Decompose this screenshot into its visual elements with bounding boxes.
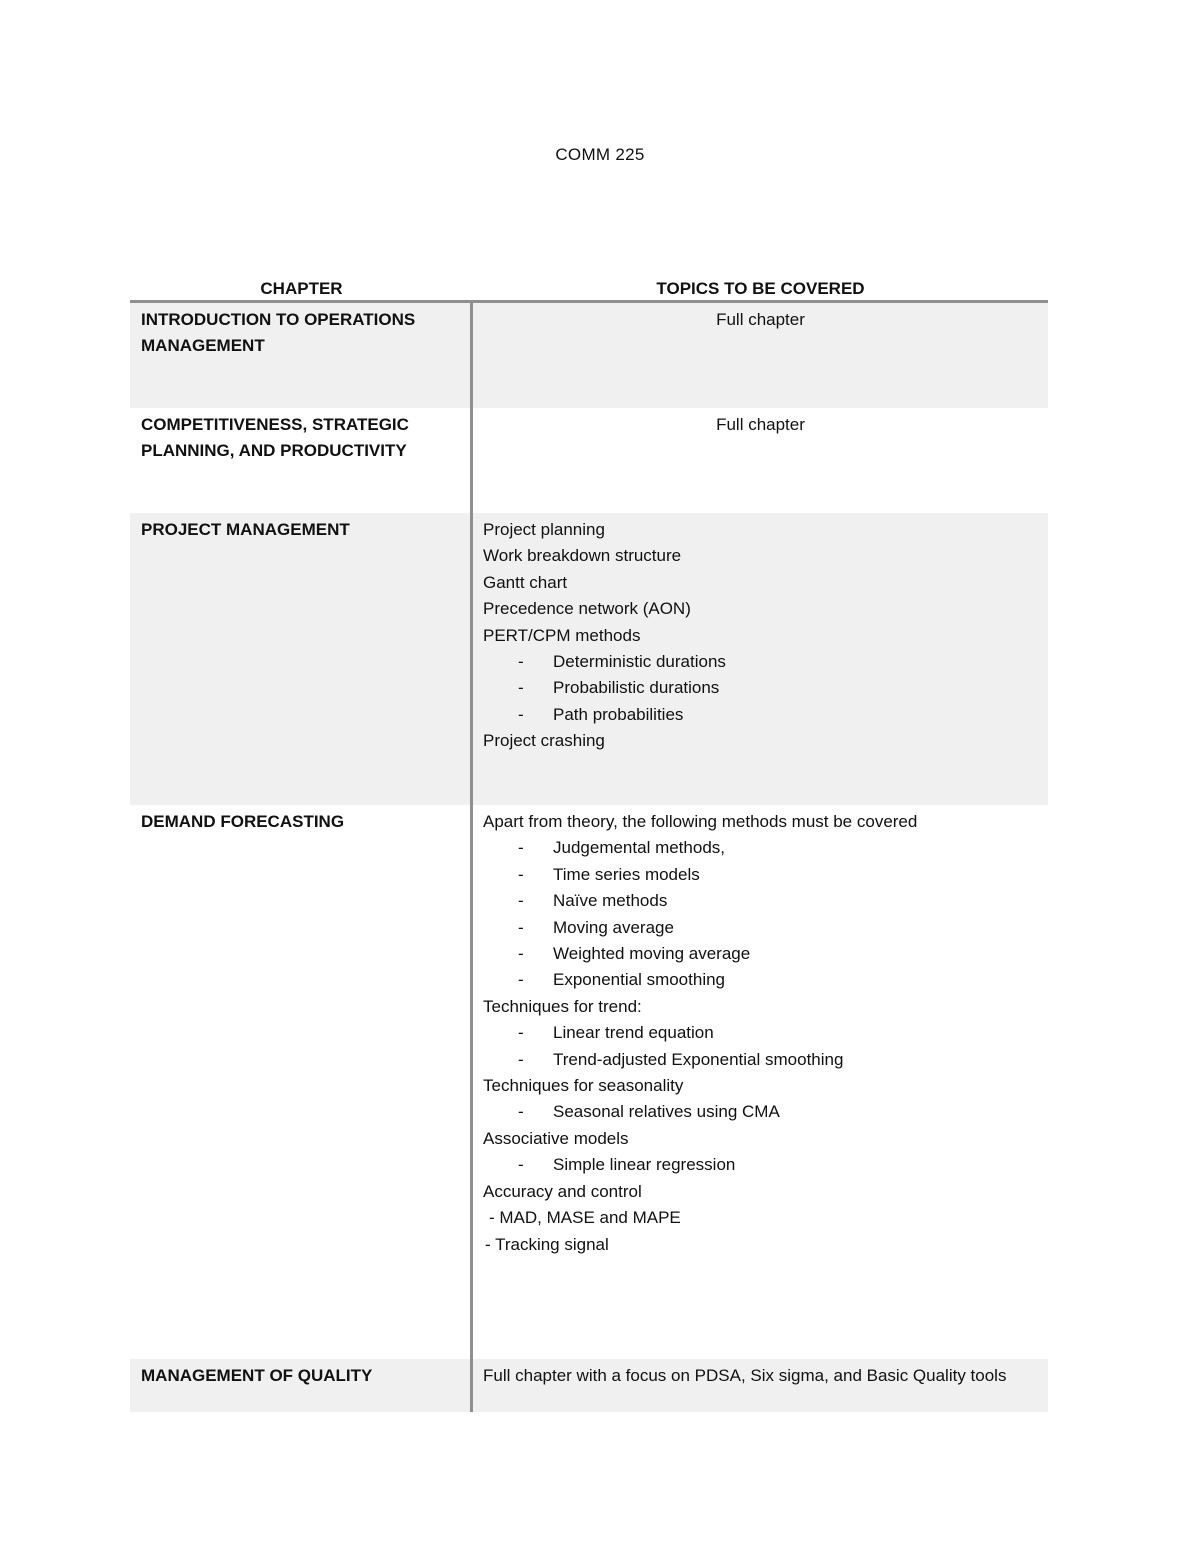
topics-cell: Full chapter (716, 310, 805, 329)
topic-line: Techniques for trend: (483, 996, 642, 1016)
sub-topic: - Judgemental methods, (483, 835, 1038, 861)
sub-topic: - Deterministic durations (483, 649, 1038, 675)
topic-line: Precedence network (AON) (483, 599, 691, 619)
table-row (130, 303, 1048, 408)
sub-topic: - Probabilistic durations (483, 675, 1038, 701)
document-title: COMM 225 (555, 145, 645, 164)
table-row (130, 408, 1048, 513)
chapter-cell: COMPETITIVENESS, STRATEGIC PLANNING, AND PRODUCTIVITY (130, 408, 473, 513)
dash-bullet: - (518, 891, 524, 911)
chapter-cell: DEMAND FORECASTING (130, 805, 473, 1359)
dash-bullet: - (518, 838, 524, 858)
chapter-cell: MANAGEMENT OF QUALITY (130, 1359, 473, 1412)
dash-bullet: - (518, 1102, 524, 1122)
table-row (130, 805, 1048, 1359)
sub-topic: - Path probabilities (483, 702, 1038, 728)
topic-line: PERT/CPM methods (483, 625, 641, 645)
dash-bullet: - (518, 704, 524, 724)
topic-line: Project crashing (483, 731, 605, 751)
dash-bullet: - (518, 1023, 524, 1043)
dash-bullet: - (518, 678, 524, 698)
header-topics: TOPICS TO BE COVERED (656, 279, 865, 298)
sub-topic: - Seasonal relatives using CMA (483, 1099, 1038, 1125)
syllabus-table (130, 278, 1048, 1412)
topic-line: Accuracy and control (483, 1181, 642, 1201)
topics-cell: Full chapter with a focus on PDSA, Six sigma, and Basic Quality tools (483, 1366, 1007, 1385)
dash-bullet: - (518, 1155, 524, 1175)
dash-bullet: - (518, 944, 524, 964)
sub-topic: - MAD, MASE and MAPE (489, 1208, 681, 1228)
dash-bullet: - (518, 1049, 524, 1069)
topic-line: Techniques for seasonality (483, 1076, 684, 1096)
dash-bullet: - (518, 864, 524, 884)
sub-topic: - Trend-adjusted Exponential smoothing (483, 1047, 1038, 1073)
topic-line: Apart from theory, the following methods must be covered (483, 812, 918, 831)
sub-topic: - Time series models (483, 862, 1038, 888)
sub-topic: - Tracking signal (485, 1234, 609, 1254)
topics-cell (473, 805, 1048, 1359)
header-chapter: CHAPTER (260, 279, 343, 298)
sub-topic: - Weighted moving average (483, 941, 1038, 967)
topic-line: Project planning (483, 520, 605, 539)
table-row (130, 1359, 1048, 1412)
topic-line: Associative models (483, 1128, 629, 1148)
topic-line: Gantt chart (483, 572, 568, 592)
sub-topic: - Simple linear regression (483, 1152, 1038, 1178)
chapter-cell: PROJECT MANAGEMENT (130, 513, 473, 805)
topic-line: Work breakdown structure (483, 546, 682, 566)
sub-topic: - Exponential smoothing (483, 967, 1038, 993)
table-row (130, 513, 1048, 805)
sub-topic: - Naïve methods (483, 888, 1038, 914)
topics-cell: Full chapter (716, 415, 805, 434)
chapter-cell: INTRODUCTION TO OPERATIONS MANAGEMENT (130, 303, 473, 408)
sub-topic: - Linear trend equation (483, 1020, 1038, 1046)
sub-topic: - Moving average (483, 915, 1038, 941)
dash-bullet: - (518, 652, 524, 672)
table-header (130, 278, 1048, 303)
dash-bullet: - (518, 917, 524, 937)
dash-bullet: - (518, 970, 524, 990)
topics-cell (473, 513, 1048, 805)
